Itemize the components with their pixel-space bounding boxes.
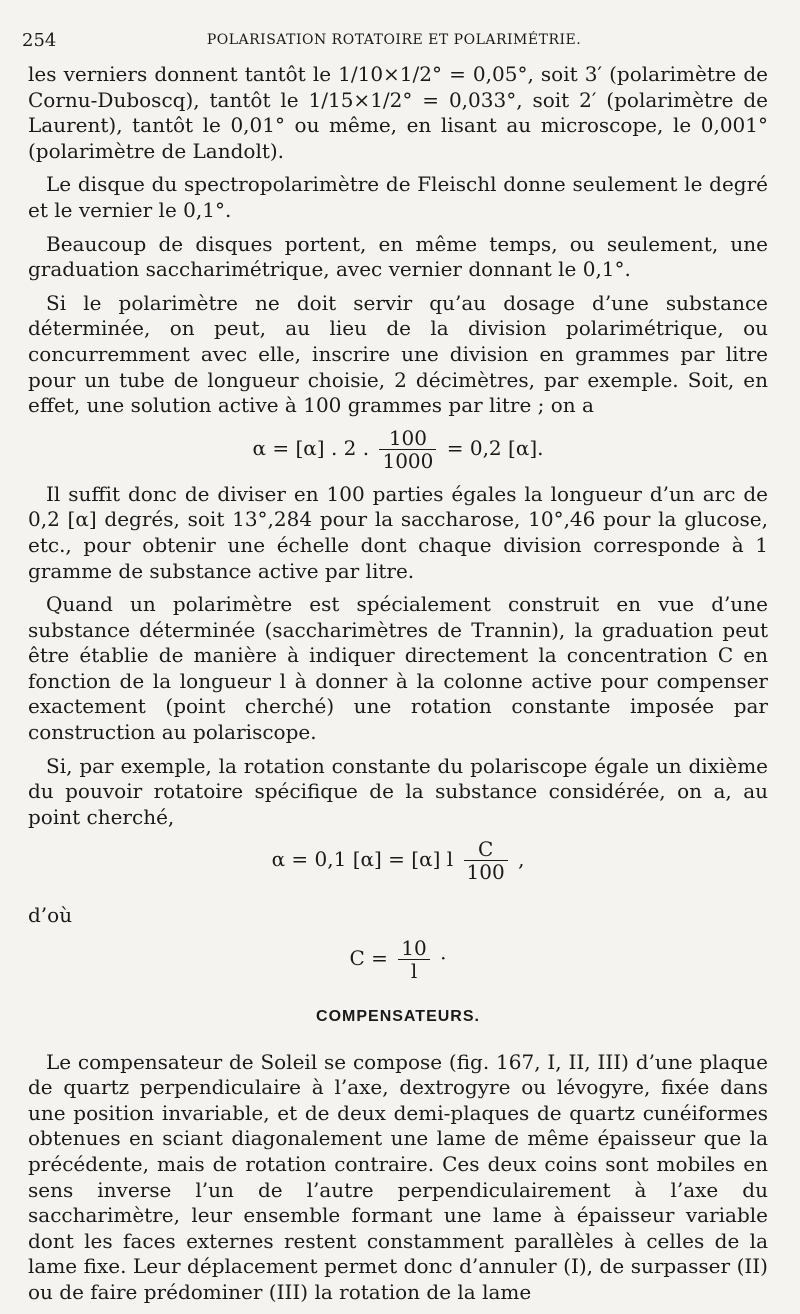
formula-2-fraction xyxy=(464,838,508,883)
paragraph-fleischl: Le disque du spectropolarimètre de Fleischl donne seulement le degré et le vernier le 0,1°. xyxy=(28,172,768,222)
paragraph-verniers: les verniers donnent tantôt le 1/10×1/2° = 0,05°, soit 3′ (polarimètre de Cornu-Duboscq), tantôt le 1/15×1/2° = 0,033°, soit 2′ (polarimètre de Laurent), tantôt le 0,01° ou même, en lisant au microscope, le 0,001° (polarimètre de Landolt). xyxy=(28,62,768,163)
paragraph-compensateur: Le compensateur de Soleil se compose (fig. 167, I, II, III) d’une plaque de quartz perpendiculaire à l’axe, dextrogyre ou lévogyre, fixée dans une position invariable, et de deux demi-plaques de quartz cunéiformes obtenues en sciant diagonalement une lame de même épaisseur que la précédente, mais de rotation contraire. Ces deux coins sont mobiles en sens inverse l’un de l’autre perpendiculairement à l’axe du saccharimètre, leur ensemble formant une lame à épaisseur variable dont les faces externes restent constamment parallèles à celles de la lame fixe. Leur déplacement permet donc d’annuler (I), de surpasser (II) ou de faire prédominer (III) la rotation de la lame xyxy=(28,1049,768,1304)
formula-1-left: α = [α] . 2 . xyxy=(252,435,370,460)
formula-3-right: · xyxy=(440,946,447,971)
formula-rotation xyxy=(28,838,768,883)
formula-3-numerator: 10 xyxy=(398,937,429,960)
formula-1-numerator: 100 xyxy=(379,427,436,450)
formula-concentration xyxy=(28,937,768,982)
formula-2-left: α = 0,1 [α] = [α] l xyxy=(271,847,454,872)
paragraph-trannin: Quand un polarimètre est spécialement construit en vue d’une substance déterminée (saccharimètres de Trannin), la graduation peut être établie de manière à indiquer directement la concentration C en fonction de la longueur l à donner à la colonne active pour compenser exactement (point cherché) une rotation constante imposée par construction au polariscope. xyxy=(28,592,768,745)
formula-1-right: = 0,2 [α]. xyxy=(446,435,544,460)
formula-3-fraction xyxy=(398,937,429,982)
paragraph-dosage: Si le polarimètre ne doit servir qu’au dosage d’une substance déterminée, on peut, au lieu de la division polarimétrique, ou concurremment avec elle, inscrire une division en grammes par litre pour un tube de longueur choisie, 2 décimètres, par exemple. Soit, en effet, une solution active à 100 grammes par litre ; on a xyxy=(28,290,768,418)
formula-alpha-concentration xyxy=(28,427,768,472)
label-dou: d’où xyxy=(28,903,73,928)
paragraph-division: Il suffit donc de diviser en 100 parties égales la longueur d’un arc de 0,2 [α] degrés, soit 13°,284 pour la saccharose, 10°,46 pour la glucose, etc., pour obtenir une échelle dont chaque division corresponde à 1 gramme de substance active par litre. xyxy=(28,481,768,583)
formula-2-right: , xyxy=(518,847,525,872)
page-body xyxy=(28,62,768,1314)
formula-3-left: C = xyxy=(349,946,388,971)
formula-1-fraction xyxy=(379,427,436,472)
page-number: 254 xyxy=(22,30,57,51)
page-header xyxy=(22,30,766,54)
formula-2-denominator: 100 xyxy=(466,860,505,885)
formula-2-numerator: C xyxy=(464,838,508,861)
formula-3-denominator: l xyxy=(410,959,418,984)
formula-1-denominator: 1000 xyxy=(382,448,434,473)
paragraph-rotation: Si, par exemple, la rotation constante du polariscope égale un dixième du pouvoir rotatoire spécifique de la substance considérée, on a, au point cherché, xyxy=(28,753,768,829)
running-head: POLARISATION ROTATOIRE ET POLARIMÉTRIE. xyxy=(206,32,582,48)
section-title: COMPENSATEURS. xyxy=(316,1008,480,1026)
paragraph-graduation: Beaucoup de disques portent, en même temps, ou seulement, une graduation saccharimétrique, avec vernier donnant le 0,1°. xyxy=(28,231,768,282)
